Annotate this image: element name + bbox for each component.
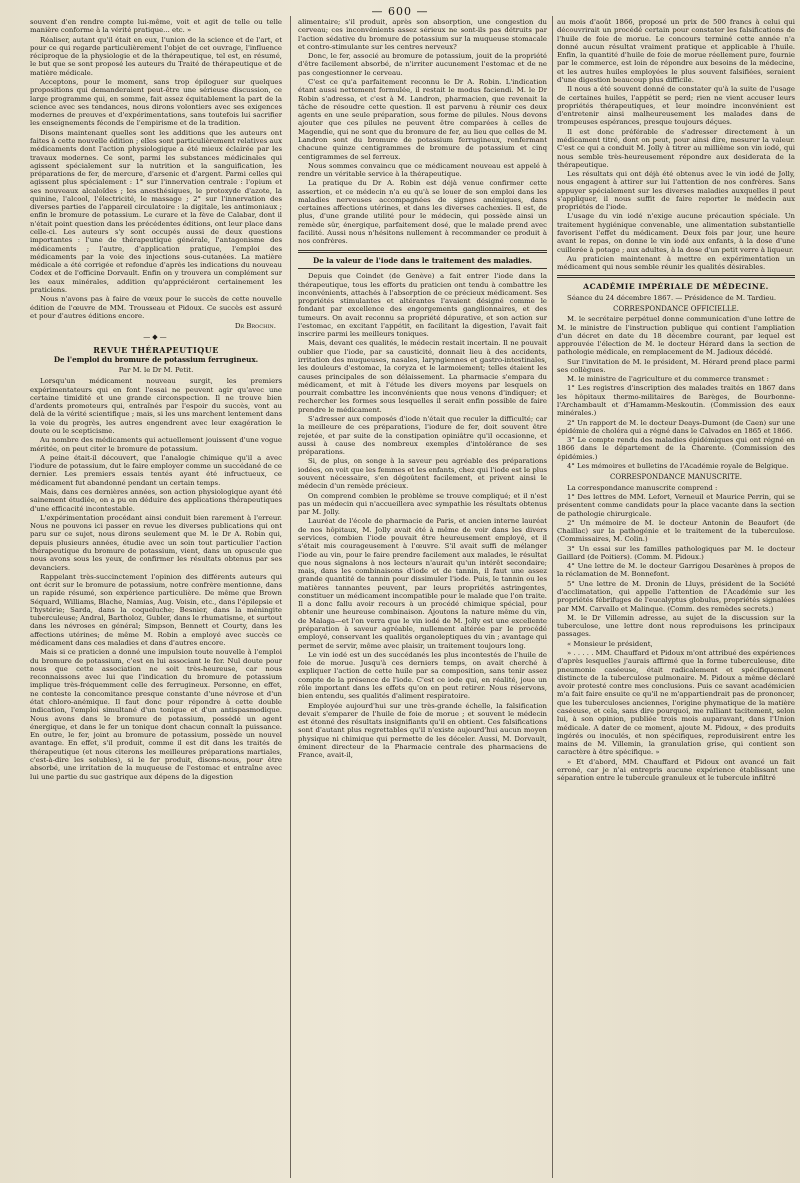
paragraph: 3° Le compte rendu des maladies épidémiques qui ont régné en 1866 dans le département de la Charente. (Commission des épidémies.) [557, 436, 795, 461]
paragraph: L'expérimentation procédant ainsi conduit bien rarement à l'erreur. Nous ne pouvons ici passer en revue les diverses publications qui ont paru sur ce sujet, nous dirons seulement que M. le Dr A. Robin qui, depuis plusieurs années, étudie avec un soin tout particulier l'action thérapeutique du bromure de potassium, vient, dans un opuscule que nous avons sous les yeux, de confirmer les résultats obtenus par ses devanciers. [30, 513, 282, 572]
paragraph: La correspondance manuscrite comprend : [567, 483, 718, 492]
paragraph: Acceptons, pour le moment, sans trop épiloguer sur quelques propositions qui demanderaient peut-être une sérieuse discussion, ce large programme qui, en somme, fait assez équitablement la part de la science avec ses tendances, nous dirons volontiers avec ses exigences modernes de preuves et d'expérimentations, sans toutefois lui sacrifier les enseignements féconds de l'empirisme et de la tradition. [30, 77, 282, 128]
paragraph: Donc, le fer, associé au bromure de potassium, jouit de la propriété d'être facilement absorbé, de n'irriter aucunement l'estomac et de ne pas congestionner le cerveau. [298, 52, 547, 77]
paragraph: La pratique du Dr A. Robin est déjà venue confirmer cette assertion, et ce médecin n'a eu qu'à se louer de son emploi dans les maladies nerveuses accompagnées de signes anémiques, dans certaines affections utérines, et dans les diverses cachexies. Il est, de plus, d'une grande utilité pour le médecin, qui possède ainsi un remède sûr, énergique, parfaitement dosé, que le malade prend avec facilité. Aussi nous n'hésitons nullement à recommander ce produit à nos confrères. [298, 179, 547, 246]
section-title: ACADÉMIE IMPÉRIALE DE MÉDECINE. [583, 282, 769, 292]
column-rule-2 [552, 16, 553, 1178]
article-title: De la valeur de l'iode dans le traitement des maladies. [312, 255, 533, 265]
paragraph: Lorsqu'un médicament nouveau surgit, les premiers expérimentateurs qui en font l'essai ne peuvent agir qu'avec une certaine timidité et une grande circonspection. Il ne trouve bien d'ardents promoteurs qui, entraînés par l'espoir du succès, vont au delà de la vérité scientifique ; mais, si les uns marchent lentement dans la voie du progrès, les autres engendrent avec leur exagération le doute ou le scepticisme. [30, 377, 282, 435]
paragraph: alimentaire; s'il produit, après son absorption, une congestion du cerveau; ces inconvénients assez sérieux ne sont-ils pas détruits par l'action sédative du bromure de potassium sur la muqueuse stomacale et contro-stimulante sur les centres nerveux? [298, 18, 547, 51]
paragraph: au mois d'août 1866, proposé un prix de 500 francs à celui qui découvrirait un procédé certain pour constater les falsifications de l'huile de foie de morue. Le concours terminé cette année n'a donné aucun résultat vraiment pratique et applicable à l'huile. Enfin, la quantité d'huile de foie de morue réellement pure, fournie par le commerce, est loin de répondre aux besoins de la médecine, et les autres huiles employées le plus souvent falsifiées, seraient d'une digestion beaucoup plus difficile. [557, 18, 795, 84]
paragraph: M. le ministre de l'agriculture et du commerce transmet : [567, 375, 769, 384]
article-author: Par M. le Dr M. Petit. [118, 366, 194, 375]
paragraph: C'est ce qu'a parfaitement reconnu le Dr A. Robin. L'indication étant aussi nettement formulée, il restait le modus faciendi. M. le Dr Robin s'adressa, et c'est à M. Landron, pharmacien, que revenait la tâche de résoudre cette question. Il est parvenu à réunir ces deux agents en une seule préparation, sous forme de pilules. Nous devons ajouter que ces pilules ne peuvent être comparées à celles de Magendie, qui ne sont que du bromure de fer, au lieu que celles de M. Landron sont du bromure de potassium ferrugineux, renfermant chacune quinze centigrammes de bromure de potassium et cinq centigrammes de sel ferreux. [298, 77, 547, 161]
session-line: Séance du 24 décembre 1867. — Présidence de M. Tardieu. [567, 293, 777, 302]
paragraph: « Monsieur le président, [567, 639, 653, 648]
paragraph: 3° Un essai sur les familles pathologiques par M. le docteur Gaillard (de Poitiers). (Comm. M. Pidoux.) [557, 544, 795, 561]
paragraph: 2° Un mémoire de M. le docteur Antonin de Beaufort (de Chaillac) sur la pathogénie et le traitement de la tuberculose. (Commissaires, M. Colin.) [557, 518, 795, 544]
paragraph: 4° Une lettre de M. le docteur Garrigou Desarènes à propos de la réclamation de M. Bonnefont. [557, 562, 795, 579]
paragraph: Disons maintenant quelles sont les additions que les auteurs ont faites à cette nouvelle édition ; elles sont particulièrement relatives aux médicaments dont l'action physiologique a été mieux éclairée par les travaux modernes. Ce sont, parmi les substances médicinales qui agissent spécialement sur la nutrition et la sanguification, les préparations de fer, de mercure, d'arsenic et d'argent. Parmi celles qui agissent plus spécialement : 1° sur l'innervation centrale : l'opium et ses nouveaux alcaloïdes ; les anesthésiques, le protoxyde d'azote, la quinine, l'alcool, l'électricité, le massage ; 2° sur l'innervation des diverses parties de l'appareil circulatoire : la digitale, les antimoniaux ; enfin le bromure de potassium. Le curare et la fève de Calabar, dont il n'était point question dans les précédentes éditions, ont leur place dans celle-ci. Les auteurs s'y sont occupés aussi de deux questions importantes : l'une de thérapeutique générale, l'antagonisme des médicaments ; l'autre, d'application pratique, l'emploi des médicaments par la voie des injections sous-cutanées. La matière médicale a été corrigée et refondue d'après les indications du nouveau Codex et de l'officine Dorvault. Enfin on y trouvera un complément sur les eaux minérales, addition qu'appréciéront certainement les praticiens. [30, 128, 282, 294]
paragraph: Nous sommes convaincu que ce médicament nouveau est appelé à rendre un véritable service à la thérapeutique. [298, 161, 547, 179]
column-1 [30, 18, 282, 1178]
paragraph: Nous n'avons pas à faire de vœux pour le succès de cette nouvelle édition de l'œuvre de MM. Trousseau et Pidoux. Ce succès est assuré et pour d'autres éditions encore. [30, 295, 282, 320]
paragraph: Mais si ce praticien a donné une impulsion toute nouvelle à l'emploi du bromure de potassium, c'est en lui associant le fer. Nul doute pour nous que cette association ne soit très-heureuse, car nous reconnaissons avec lui que l'indication du bromure de potassium implique très-fréquemment celle des ferrugineux. Personne, en effet, ne conteste la concomitance presque constante d'une névrose et d'un état chloro-anémique. Il faut donc pour répondre à cette double indication, l'emploi simultané d'un tonique et d'un antispasmodique. Nous avons dans le bromure de potassium, possédé un agent énergique, et dans le fer un tonique dont chacun connaît la puissance. En outre, le fer, joint au bromure de potassium, possède un nouvel avantage. En effet, s'il produit, comme il est dit dans les traités de thérapeutique (et nous citerons les meilleures préparations martiales, c'est-à-dire les solubles), si le fer produit, disons-nous, pour être absorbé, une irritation de la muqueuse de l'estomac et entraîne avec lui une partie du suc gastrique aux dépens de la digestion [30, 648, 282, 781]
paragraph: » Et d'abord, MM. Chauffard et Pidoux ont avancé un fait erroné, car je n'ai entrepris aucune expérience établissant une séparation entre le tubercule granuleux et le tubercule infiltré [557, 757, 795, 783]
paragraph: 1° Des lettres de MM. Lefort, Verneuil et Maurice Perrin, qui se présentent comme candidats pour la place vacante dans la section de pathologie chirurgicale. [557, 492, 795, 518]
paragraph: Mais, dans ces dernières années, son action physiologique ayant été sainement étudiée, on a pu en déduire des applications thérapeutiques d'une efficacité incontestable. [30, 487, 282, 513]
paragraph: Le vin iodé est un des succédanés les plus incontestés de l'huile de foie de morue. Jusqu'à ces derniers temps, on avait cherché à expliquer l'action de cette huile par sa composition, sans tenir assez compte de la présence de l'iode. C'est ce iode qui, en réalité, joue un rôle important dans les effets qu'on en peut retirer. Nous réservons, bien entendu, ses qualités d'aliment respiratoire. [298, 650, 547, 701]
section-divider [298, 250, 547, 253]
paragraph: Il nous a été souvent donné de constater qu'à la suite de l'usage de certaines huiles, l'appétit se perd; rien ne vient accuser leurs propriétés thérapeutiques, et leur moindre inconvénient est d'entretenir ainsi malheureusement les malades dans de trompeuses espérances, presque toujours déçues. [557, 85, 795, 127]
paragraph: 4° Les mémoires et bulletins de l'Académie royale de Belgique. [567, 462, 789, 470]
paragraph: L'usage du vin iodé n'exige aucune précaution spéciale. Un traitement hygiénique convenable, une alimentation substantielle favorisent l'effet du médicament. Deux fois par jour, une heure avant le repas, on donne le vin iodé aux enfants, à la dose d'une cuillerée à potage ; aux adultes, à la dose d'un petit verre à liqueur. [557, 212, 795, 254]
paragraph: M. le Dr Villemin adresse, au sujet de la discussion sur la tuberculose, une lettre dont nous reproduisons les principaux passages. [557, 613, 795, 639]
section-divider [557, 275, 795, 278]
paragraph: Au nombre des médicaments qui actuellement jouissent d'une vogue méritée, on peut citer le bromure de potassium. [30, 436, 282, 453]
signature: Dr Brochin. [234, 322, 276, 331]
paragraph: Si, de plus, on songe à la saveur peu agréable des préparations iodées, on voit que les femmes et les enfants, chez qui l'iode est le plus souvent nécessaire, s'en dégoûtent facilement, et privent ainsi le médecin d'un remède précieux. [298, 457, 547, 491]
subsection-title: CORRESPONDANCE OFFICIELLE. [613, 304, 739, 313]
column-2 [298, 18, 547, 1178]
column-rule-1 [290, 16, 291, 1178]
paragraph: Rappelant très-succinctement l'opinion des différents auteurs qui ont écrit sur le bromure de potassium, notre confrère mentionne, dans un rapide résumé, son expérience particulière. De même que Brown Séquard, Williams, Blache, Namias, Aug. Voisin, etc., dans l'épilepsie et l'hystérie; Sarda, dans la coqueluche; Besnier, dans la méningite tuberculeuse; Andral, Bartholoz, Gubler, dans le rhumatisme, et surtout dans les névroses en général; Simpson, Bennett et Courty, dans les affections utérines; de même M. Robin a employé avec succès ce médicament dans ces maladies et dans d'autres encore. [30, 572, 282, 648]
paragraph: M. le secrétaire perpétuel donne communication d'une lettre de M. le ministre de l'instruction publique qui contient l'ampliation d'un décret en date du 18 décembre courant, par lequel est approuvée l'élection de M. le docteur Hérard dans la section de pathologie médicale, en remplacement de M. Jadioux décédé. [557, 315, 795, 357]
paragraph: » . . . . . MM. Chauffard et Pidoux m'ont attribué des expériences d'après lesquelles j'aurais affirmé que la forme tuberculeuse, dite pneumonie caséeuse, était radicalement et spécifiquement distincte de la tuberculose pulmonaire. M. Pidoux a même déclaré avoir protesté contre mes conclusions. Puis ce savant académicien m'a fait faire ensuite ce qu'il ne m'appartiendrait pas de prononcer, que les tuberculoses anciennes, l'origine phymatique de la matière caséeuse, et cela, sans dire pourquoi, me ralliant tacitement, selon lui, à son opinion, publiée trois mois auparavant, dans l'Union médicale. A dater de ce moment, ajoute M. Pidoux, « des produits ingérés ou inoculés, et non spécifiques, reproduisirent entre les mains de M. Villemin, la granulation grise, qui contient son caractère à être spécifique. » [557, 649, 795, 757]
paragraph: Les résultats qui ont déjà été obtenus avec le vin iodé de Jolly, nous engagent à attirer sur lui l'attention de nos confrères. Sans appuyer spécialement sur les diverses maladies auxquelles il peut s'appliquer, il nous suffit de faire reporter le médecin aux propriétés de l'iode. [557, 170, 795, 212]
title-rule [298, 268, 547, 269]
paragraph: 5° Une lettre de M. Dronin de Lluys, président de la Société d'acclimatation, qui appelle l'attention de l'Académie sur les propriétés fébrifuges de l'eucalyptus globulus, propriétés signalées par MM. Carvallo et Malinque. (Comm. des remèdes secrets.) [557, 579, 795, 613]
article-title: De l'emploi du bromure de potassium ferrugineux. [53, 355, 259, 365]
paragraph: Mais, devant ces qualités, le médecin restait incertain. Il ne pouvait oublier que l'iode, par sa causticité, donnait lieu à des accidents, irritation des muqueuses, nasales, laryngiennes et gastro-intestinales, les douleurs d'estomac, la coryza et le larmoiement; telles étaient les causes principales de son délaissement. La pharmacie s'empara du médicament, et mit à l'étude les divers moyens par lesquels on pourrait combattre les inconvénients que nous venons d'indiquer; et rechercher les formes sous lesquelles il serait enfin possible de faire prendre le médicament. [298, 339, 547, 414]
paragraph: Il est donc préférable de s'adresser directement à un médicament titré, dont on peut, pour ainsi dire, mesurer la valeur. C'est ce qui a conduit M. Jolly à titrer au millième son vin iodé, qui nous semble très-heureusement répondre aux desiderata de la thérapeutique. [557, 127, 795, 169]
paragraph: Au praticien maintenant à mettre en expérimentation un médicament qui nous semble réunir les qualités désirables. [557, 254, 795, 272]
paragraph: On comprend combien le problème se trouve compliqué; et il n'est pas un médecin qui n'accueillera avec sympathie les résultats obtenus par M. Jolly. [298, 491, 547, 517]
paragraph: Réaliser, autant qu'il était en eux, l'union de la science et de l'art, et pour ce qui regarde particulièrement l'objet de cet ouvrage, l'influence réciproque de la physiologie et de la thérapeutique, tel est, en résumé, le but que se sont proposé les auteurs du Traité de thérapeutique et de matière médicale. [30, 35, 282, 77]
column-3 [557, 18, 795, 1178]
paragraph: 1° Les registres d'inscription des malades traités en 1867 dans les hôpitaux thermo-militaires de Barèges, de Bourbonne-l'Archambault et d'Hamamm-Meskoutin. (Commission des eaux minérales.) [557, 384, 795, 418]
ornament-divider: —◆— [143, 333, 169, 342]
paragraph: Sur l'invitation de M. le président, M. Hérard prend place parmi ses collègues. [557, 357, 795, 374]
paragraph: souvent d'en rendre compte lui-même, voit et agit de telle ou telle manière conforme à la vérité pratique... etc. » [30, 18, 282, 35]
paragraph: S'adresser aux composés d'iode n'était que reculer la difficulté; car la meilleure de ces préparations, l'iodure de fer, doit souvent être rejetée, et par suite de la constipation opiniâtre qu'il occasionne, et aussi à cause des nombreux exemples d'intolérance de ses préparations. [298, 415, 547, 457]
page-number: — 600 — [371, 5, 429, 18]
subsection-title: CORRESPONDANCE MANUSCRITE. [609, 473, 743, 482]
paragraph: Lauréat de l'école de pharmacie de Paris, et ancien interne lauréat de nos hôpitaux, M. Jolly avait été à même de voir dans les divers services, combien l'iode pouvait être heureusement employé, et il s'était mis courageusement à l'œuvre. S'il avait suffi de mélanger l'iode au vin, pour le faire prendre facilement aux malades, le résultat que nous signalons à nos lecteurs n'aurait qu'un intérêt secondaire; mais, dans les combinaisons d'iode et de tannin, il faut une assez grande quantité de tannin pour dissimuler l'iode. Puis, le tannin ou les matières tannantes peuvent, par leurs propriétés astringentes, constituer un médicament incompatible pour le malade que l'on traite. Il a donc fallu avoir recours à un procédé chimique spécial, pour obtenir une heureuse combinaison. Ajoutons la nature même du vin, de Malaga—et l'on verra que le vin iodé de M. Jolly est une excellente préparation à saveur agréable, nullement altérée par le procédé employé, conservant les qualités organoleptiques du vin ; avantage qui permet de servir, même avec plaisir, un traitement toujours long. [298, 517, 547, 650]
section-title: REVUE THÉRAPEUTIQUE [93, 344, 219, 355]
paragraph: Employée aujourd'hui sur une très-grande échelle, la falsification devait s'emparer de l'huile de foie de morue ; et souvent le médecin est étonné des résultats insignifiants qu'il en obtient. Ces falsifications sont d'autant plus regrettables qu'il n'existe aujourd'hui aucun moyen physique ni chimique qui permette de les déceler. Aussi, M. Dorvault, éminent directeur de la Pharmacie centrale des pharmaciens de France, avait-il, [298, 701, 547, 760]
paragraph: 2° Un rapport de M. le docteur Deays-Dumont (de Caen) sur une épidémie de choléra qui a régné dans le Calvados en 1865 et 1866. [557, 418, 795, 435]
paragraph: A peine était-il découvert, que l'analogie chimique qu'il a avec l'iodure de potassium, dut le faire employer comme un succédané de ce dernier. Les premiers essais tentés ayant été infructueux, ce médicament fut abandonné pendant un certain temps. [30, 453, 282, 487]
paragraph: Depuis que Coindet (de Genève) a fait entrer l'iode dans la thérapeutique, tous les efforts du praticien ont tendu à combattre les inconvénients, attachés à l'absorption de ce précieux médicament. Ses propriétés stimulantes et altérantes l'avaient désigné comme le fondant par excellence des engorgements ganglionnaires, et des tumeurs. On avait reconnu sa propriété dépurative, et son action sur l'estomac, en excitant l'appétit, en facilitant la digestion, l'avait fait inscrire parmi les meilleurs toniques. [298, 272, 547, 339]
